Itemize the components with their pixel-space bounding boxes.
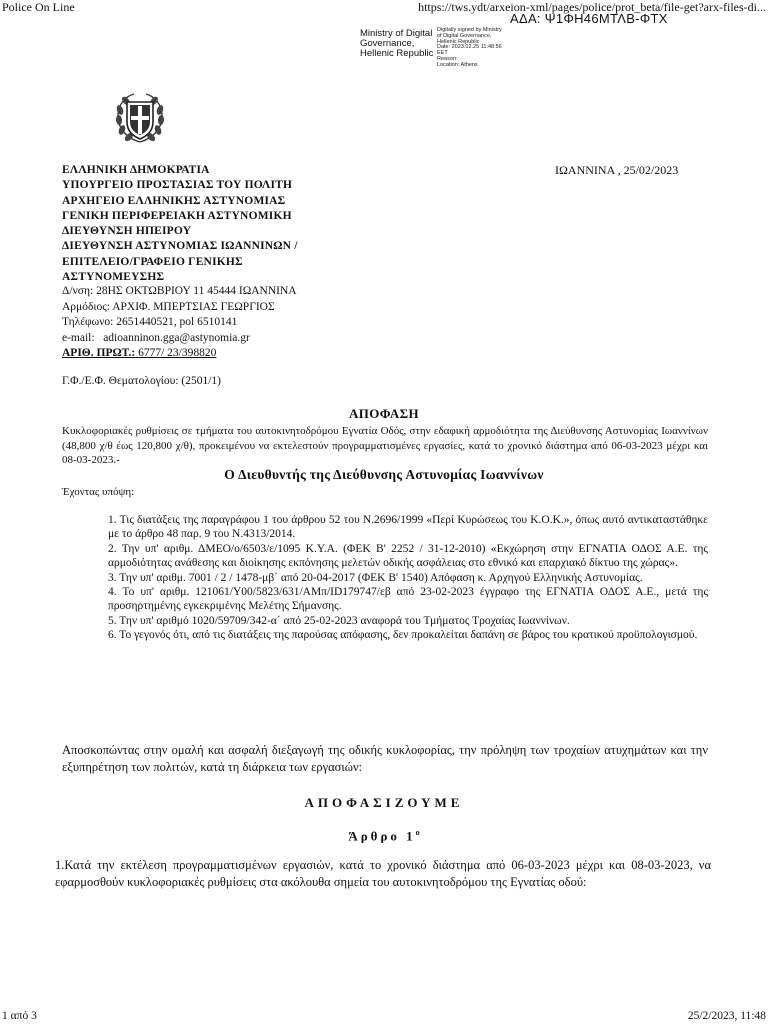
- sig-detail-line: EET: [437, 50, 448, 57]
- decision-title: ΑΠΟΦΑΣΗ: [348, 406, 420, 421]
- place-and-date: ΙΩΑΝΝΙΝΑ , 25/02/2023: [555, 163, 679, 177]
- authority-line: ΑΡΧΗΓΕΙΟ ΕΛΛΗΝΙΚΗΣ ΑΣΤΥΝΟΜΙΑΣ: [62, 194, 286, 207]
- address: Δ/νση: 28ΗΣ ΟΚΤΩΒΡΙΟΥ 11 45444 ΙΩΑΝΝΙΝΑ: [62, 285, 297, 297]
- having-regard-label: Έχοντας υπόψη:: [62, 486, 135, 498]
- director-heading: Ο Διευθυντής της Διεύθυνσης Αστυνομίας Ιωαννίνων: [224, 467, 544, 482]
- authority-line: ΑΣΤΥΝΟΜΕΥΣΗΣ: [62, 271, 165, 284]
- print-timestamp: 25/2/2023, 11:48: [687, 1010, 766, 1022]
- authority-line: ΕΛΛΗΝΙΚΗ ΔΗΜΟΚΡΑΤΙΑ: [62, 164, 210, 176]
- digital-signature-details: [437, 28, 527, 69]
- consideration-item: 2. Την υπ' αριθμ. ΔΜΕΟ/ο/6503/ε/1095 Κ.Υ.Α. (ΦΕΚ Β' 2252 / 31-12-2010) «Εκχώρηση στην ΕΓΝΑΤΙΑ ΟΔΟΣ Α.Ε. της αρμοδιότητας ανάθεσης και διοίκησης εκπόνησης μελετών οδικής ασφάλειας στο εθνικό και επαρχιακό δίκτυο της χώρας».: [108, 542, 708, 570]
- consideration-item: 5. Την υπ' αριθμό 1020/59709/342-α΄ από 25-02-2023 αναφορά του Τμήματος Τροχαίας Ιωαννίνων.: [108, 614, 570, 627]
- sig-detail-line: Date: 2023.02.25 11:48:56: [437, 44, 502, 51]
- browser-url: https://tws.ydt/arxeion-xml/pages/police/prot_beta/file-get?arx-files-di...: [418, 0, 766, 14]
- email-address: adioanninon.gga@astynomia.gr: [103, 331, 250, 344]
- email-row: [62, 331, 352, 347]
- article-ordinal: ο: [415, 828, 420, 837]
- sig-detail-line: of Digital Governance,: [437, 32, 492, 39]
- aims-paragraph: Αποσκοπώντας στην ομαλή και ασφαλή διεξαγωγή της οδικής κυκλοφορίας, την πρόληψη των τροχαίων ατυχημάτων και την εξυπηρέτηση των πολιτών, κατά τη διάρκεια των εργασιών:: [62, 743, 708, 774]
- issuing-authority: [62, 163, 362, 285]
- authority-line: ΔΙΕΥΘΥΝΣΗ ΗΠΕΙΡΟΥ: [62, 225, 192, 238]
- sig-detail-line: Location: Athens: [437, 61, 478, 68]
- consideration-item: 1. Τις διατάξεις της παραγράφου 1 του άρθρου 52 του Ν.2696/1999 «Περί Κυρώσεως του Κ.Ο.Κ.», όπως αυτό αντικαταστάθηκε με το άρθρο 48 παρ. 9 του Ν.4313/2014.: [108, 514, 708, 541]
- protocol-number: 6777/ 23/398820: [138, 347, 217, 359]
- protocol-row: [62, 346, 352, 362]
- browser-page-title: Police On Line: [2, 0, 75, 14]
- email-label: e-mail:: [62, 331, 95, 344]
- article-1-text: 1.Κατά την εκτέλεση προγραμματισμένων εργασιών, κατά το χρονικό διάστημα από 06-03-2023 μέχρι και 08-03-2023, να εφαρμοσθούν κυκλοφοριακές ρυθμίσεις στα ακόλουθα σημεία του αυτοκινητοδρόμου της Εγνατίας οδού:: [55, 858, 711, 889]
- authority-line: ΓΕΝΙΚΗ ΠΕΡΙΦΕΡΕΙΑΚΗ ΑΣΤΥΝΟΜΙΚΗ: [62, 209, 292, 222]
- considerations-list: [108, 513, 708, 643]
- authority-line: ΥΠΟΥΡΓΕΙΟ ΠΡΟΣΤΑΣΙΑΣ ΤΟΥ ΠΟΛΙΤΗ: [62, 179, 293, 192]
- sig-detail-line: Hellenic Republic: [437, 38, 480, 45]
- protocol-label: ΑΡΙΘ. ΠΡΩΤ.:: [62, 347, 136, 359]
- responsible-officer: Αρμόδιος: ΑΡΧΙΦ. ΜΠΕΡΤΣΙΑΣ ΓΕΩΡΓΙΟΣ: [62, 300, 275, 313]
- authority-line: ΔΙΕΥΘΥΝΣΗ ΑΣΤΥΝΟΜΙΑΣ ΙΩΑΝΝΙΝΩΝ /: [62, 240, 298, 253]
- file-reference: Γ.Φ./Ε.Φ. Θεματολογίου: (2501/1): [62, 375, 221, 387]
- article-label: Άρθρο 1: [348, 828, 416, 844]
- consideration-item: 4. Το υπ' αριθμ. 121061/Υ00/5823/631/ΑΜπ/ΙD179747/εβ από 23-02-2023 έγγραφο της ΕΓΝΑΤΙΑ ΟΔΟΣ Α.Ε., μετά της προσηρτημένης εγκεκριμένης Μελέτης Σήμανσης.: [108, 586, 708, 613]
- ada-code: ΑΔΑ: Ψ1ΦΗ46ΜΤΛΒ-ΦΤΧ: [510, 11, 668, 26]
- page-counter: 1 από 3: [2, 1010, 37, 1022]
- consideration-item: 6. Το γεγονός ότι, από τις διατάξεις της παρούσας απόφασης, δεν προκαλείται δαπάνη σε βάρος του κρατικού προϋπολογισμού.: [108, 629, 698, 642]
- phone: Τηλέφωνο: 2651440521, pol 6510141: [62, 316, 238, 328]
- authority-line: ΕΠΙΤΕΛΕΙΟ/ΓΡΑΦΕΙΟ ΓΕΝΙΚΗΣ: [62, 255, 243, 268]
- greek-coat-of-arms-emblem: [112, 88, 168, 148]
- sig-detail-line: Digitally signed by Ministry: [437, 27, 502, 33]
- contact-block: [62, 284, 352, 362]
- article-heading: [0, 828, 768, 844]
- digital-signature-signer: Ministry of Digital Governance, Hellenic Republic: [360, 28, 434, 59]
- we-decide-heading: ΑΠΟΦΑΣΙΖΟΥΜΕ: [304, 795, 464, 810]
- sig-detail-line: Reason:: [437, 55, 458, 62]
- consideration-item: 3. Την υπ' αριθμ. 7001 / 2 / 1478-μβ΄ από 20-04-2017 (ΦΕΚ Β' 1540) Απόφαση κ. Αρχηγού Ελληνικής Αστυνομίας.: [108, 571, 643, 584]
- decision-subject: Κυκλοφοριακές ρυθμίσεις σε τμήματα του αυτοκινητοδρόμου Εγνατία Οδός, στην εδαφική αρμοδιότητα της Διεύθυνσης Αστυνομίας Ιωαννίνων (48,800 χ/θ έως 120,800 χ/θ), προκειμένου να εκτελεστούν προγραμματισμένες εργασίες, κατά το χρονικό διάστημα από 06-03-2023 μέχρι και 08-03-2023.-: [62, 425, 708, 467]
